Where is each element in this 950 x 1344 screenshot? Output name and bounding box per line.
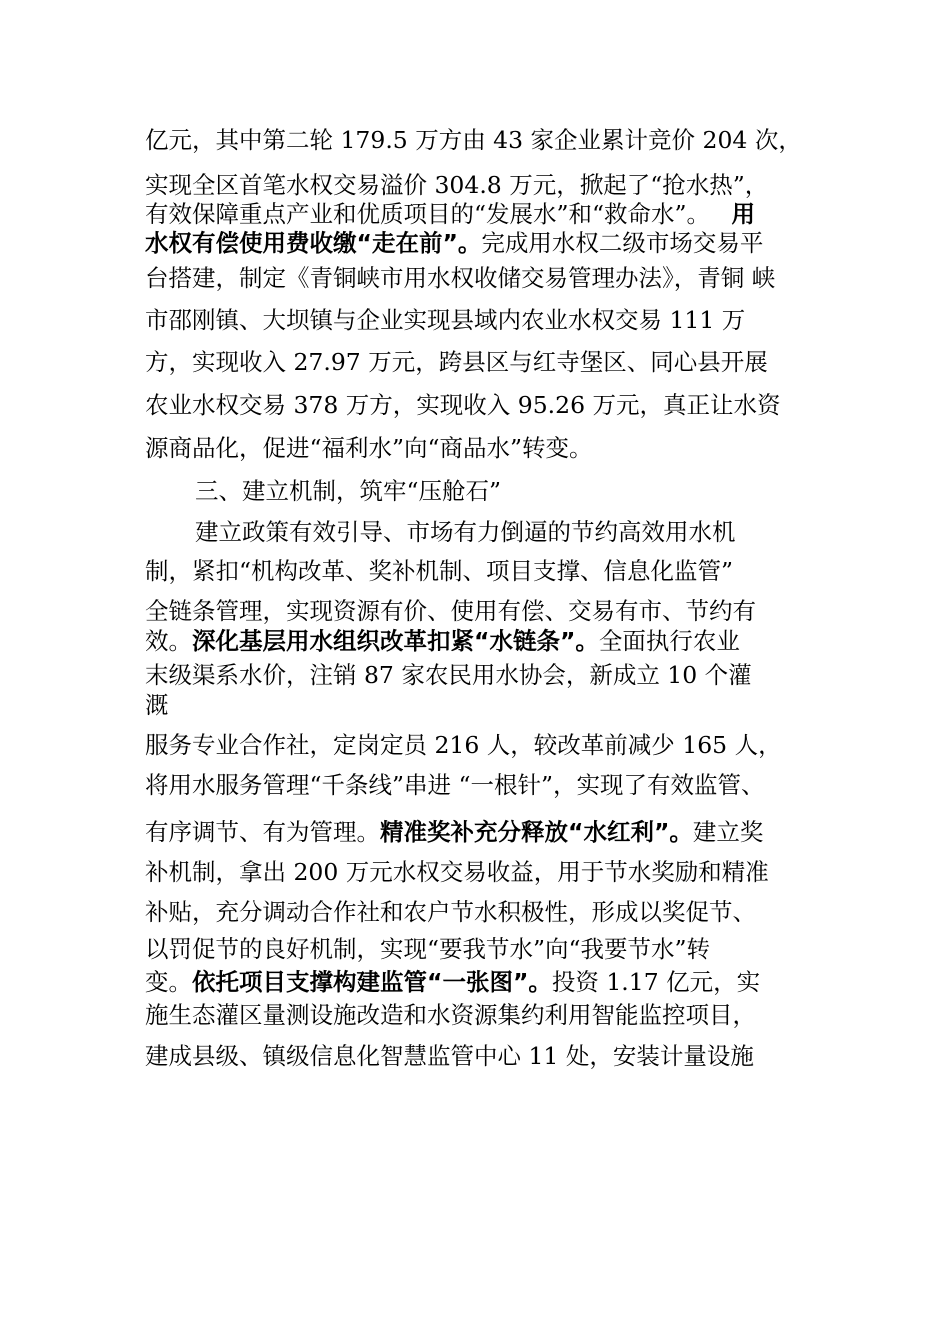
line-text: 建立政策有效引导、市场有力倒逼的节约高效用水机 [195, 518, 736, 546]
bold-lead-text: 深化基层用水组织改革扣紧“水链条”。 [192, 627, 599, 655]
paragraph-line [145, 770, 810, 800]
line-text: 源商品化，促进“福利水”向“商品水”转变。 [145, 434, 593, 462]
line-text: 补贴，充分调动合作社和农户节水积极性，形成以奖促节、 [145, 898, 756, 926]
paragraph-line [145, 199, 810, 229]
paragraph-line [145, 596, 810, 626]
line-text: 有效保障重点产业和优质项目的“发展水”和“救命水”。 [145, 200, 711, 228]
line-text: 将用水服务管理“千条线”串进 “一根针”，实现了有效监管、 [145, 771, 765, 799]
paragraph-line [145, 897, 810, 927]
paragraph-line [145, 263, 810, 293]
line-text-tail: 全面执行农业 [598, 627, 740, 655]
line-text: 农业水权交易 378 万方，实现收入 95.26 万元，真正让水资 [145, 391, 781, 419]
line-text: 全链条管理，实现资源有价、使用有偿、交易有市、节约有 [145, 597, 756, 625]
paragraph-line [145, 228, 810, 258]
bold-lead-text: 依托项目支撑构建监管“一张图”。 [192, 968, 552, 996]
paragraph-line [145, 556, 810, 586]
paragraph-line [145, 433, 810, 463]
line-text: 溉 [145, 691, 169, 719]
line-text: 实现全区首笔水权交易溢价 304.8 万元，掀起了“抢水热”， [145, 171, 769, 199]
line-text: 以罚促节的良好机制，实现“要我节水”向“我要节水”转 [145, 935, 711, 963]
paragraph-line [145, 934, 810, 964]
line-text: 有序调节、有为管理。 [145, 818, 380, 846]
line-text: 建成县级、镇级信息化智慧监管中心 11 处，安装计量设施 [145, 1042, 754, 1070]
paragraph-line [145, 305, 810, 335]
paragraph-line [145, 1041, 810, 1071]
paragraph-line [145, 347, 810, 377]
line-text: 服务专业合作社，定岗定员 216 人，较改革前减少 165 人， [145, 731, 782, 759]
line-text: 市邵刚镇、大坝镇与企业实现县域内农业水权交易 111 万 [145, 306, 746, 334]
line-text-tail: 投资 1.17 亿元，实 [551, 968, 761, 996]
paragraph-line [145, 690, 810, 720]
line-text: 台搭建，制定《青铜峡市用水权收储交易管理办法》，青铜 峡 [145, 264, 776, 292]
line-text: 变。 [145, 968, 192, 996]
paragraph-line [145, 660, 810, 690]
section-heading [195, 476, 810, 506]
line-text: 亿元，其中第二轮 179.5 万方由 43 家企业累计竞价 204 次， [145, 126, 802, 154]
line-text-tail: 建立奖 [692, 818, 764, 846]
line-text: 效。 [145, 627, 192, 655]
paragraph-line [145, 967, 810, 997]
heading-text: 三、建立机制，筑牢“压舱石” [195, 477, 502, 505]
paragraph-line [145, 170, 810, 200]
paragraph-line [145, 390, 810, 420]
bold-lead-text: 水权有偿使用费收缴“走在前”。 [145, 229, 482, 257]
paragraph-line [145, 125, 810, 155]
line-text: 补机制，拿出 200 万元水权交易收益，用于节水奖励和精准 [145, 858, 769, 886]
paragraph-line [145, 626, 810, 656]
line-text: 完成用水权二级市场交易平 [481, 229, 764, 257]
paragraph-line [145, 1000, 810, 1030]
paragraph-line [145, 730, 810, 760]
paragraph-line [145, 857, 810, 887]
line-text: 方，实现收入 27.97 万元，跨县区与红寺堡区、同心县开展 [145, 348, 768, 376]
paragraph-line [195, 517, 810, 547]
line-text: 末级渠系水价，注销 87 家农民用水协会，新成立 10 个灌 [145, 661, 752, 689]
line-text: 制，紧扣“机构改革、奖补机制、项目支撑、信息化监管” [145, 557, 734, 585]
paragraph-line [145, 817, 810, 847]
bold-lead-text: 精准奖补充分释放“水红利”。 [380, 818, 693, 846]
line-text: 施生态灌区量测设施改造和水资源集约利用智能监控项目， [145, 1001, 756, 1029]
bold-lead-text: 用 [731, 200, 756, 228]
